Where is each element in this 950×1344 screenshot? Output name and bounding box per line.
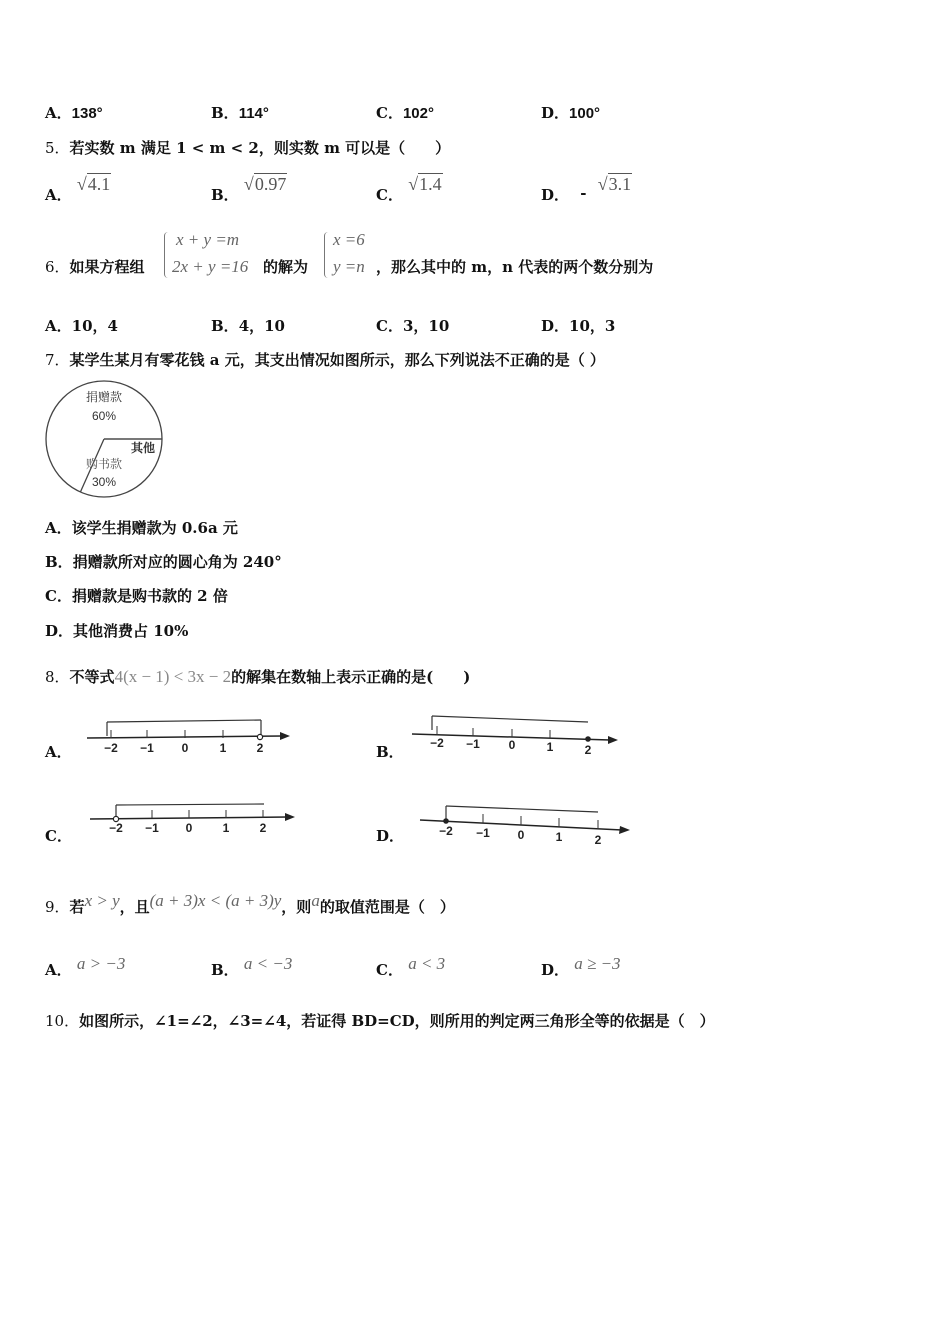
svg-text:−2: −2 xyxy=(430,736,444,750)
q9-math-3: a xyxy=(311,891,320,910)
svg-text:−1: −1 xyxy=(145,821,159,835)
q6-number-text: 6．如果方程组 xyxy=(45,258,145,276)
q5-stem: 5．若实数 m 满足 1 < m < 2，则实数 m 可以是（ ） xyxy=(45,139,451,157)
system2-eq2: y =n xyxy=(333,257,365,276)
q6-system-1 xyxy=(160,228,260,282)
q7-option-b: B．捐赠款所对应的圆心角为 240° xyxy=(45,553,282,571)
q7-option-a: A．该学生捐赠款为 0.6a 元 xyxy=(45,519,238,537)
arrow-icon xyxy=(608,736,618,744)
q6-system-2 xyxy=(320,228,380,282)
sqrt-symbol: √1.4 xyxy=(408,174,442,194)
q7-pie-chart xyxy=(45,380,170,500)
svg-text:0: 0 xyxy=(181,741,189,755)
q8-option-b-numberline xyxy=(410,712,640,762)
q7-option-d: D．其他消费占 10% xyxy=(45,622,189,640)
q8-option-d-numberline xyxy=(418,802,648,852)
svg-text:1: 1 xyxy=(219,741,227,755)
svg-text:−1: −1 xyxy=(466,737,480,751)
q6-option-a: A．10，4 xyxy=(45,317,118,335)
svg-text:0: 0 xyxy=(517,828,525,842)
svg-text:−1: −1 xyxy=(140,741,154,755)
q8-option-c-numberline xyxy=(88,800,308,844)
brace-icon xyxy=(164,232,171,278)
q8-stem: 8．不等式4(x − 1) < 3x − 2的解集在数轴上表示正确的是( ) xyxy=(45,667,471,686)
q9-math-1: x > y xyxy=(84,891,120,910)
svg-text:0: 0 xyxy=(508,738,516,752)
arrow-icon xyxy=(280,732,290,740)
q5-option-c: C． √1.4 xyxy=(376,174,442,204)
q5-option-b: B． √0.97 xyxy=(211,174,287,204)
svg-text:2: 2 xyxy=(259,821,267,835)
q6-option-b: B．4，10 xyxy=(211,317,285,335)
pie-label-donation: 捐赠款 xyxy=(85,390,123,404)
q4-option-a: A．138° xyxy=(45,104,103,122)
sqrt-symbol: √4.1 xyxy=(76,174,111,194)
q4-option-d: D．100° xyxy=(541,104,601,122)
svg-text:2: 2 xyxy=(584,743,592,757)
svg-text:0: 0 xyxy=(185,821,193,835)
q10-stem: 10．如图所示，∠1=∠2，∠3=∠4，若证得 BD=CD，则所用的判定两三角形全等的依据是（ ） xyxy=(45,1012,715,1030)
svg-text:1: 1 xyxy=(555,830,563,844)
svg-text:2: 2 xyxy=(256,741,264,755)
q7-stem: 7．某学生某月有零花钱 a 元，其支出情况如图所示，那么下列说法不正确的是（ ） xyxy=(45,351,605,369)
brace-icon xyxy=(324,232,331,278)
q8-option-a-label: A． xyxy=(45,743,72,761)
svg-text:2: 2 xyxy=(594,833,602,847)
pie-label-other: 其他 xyxy=(130,441,156,455)
pie-value-books: 30% xyxy=(91,475,117,489)
open-endpoint xyxy=(257,734,262,739)
q6-middle-text: 的解为 xyxy=(263,258,309,276)
sqrt-symbol: √0.97 xyxy=(243,174,287,194)
q6-option-c: C．3，10 xyxy=(376,317,450,335)
q4-option-b: B．114° xyxy=(211,104,269,122)
svg-text:−2: −2 xyxy=(109,821,123,835)
q8-inequality: 4(x − 1) < 3x − 2 xyxy=(114,667,232,686)
q8-option-c-label: C． xyxy=(45,827,72,845)
q8-option-b-label: B． xyxy=(376,743,404,761)
q9-stem: 9．若x > y，且(a + 3)x < (a + 3)y，则a的取值范围是（ ） xyxy=(45,891,455,916)
pie-label-books: 购书款 xyxy=(85,457,123,471)
q5-option-d: D． - √3.1 xyxy=(541,174,632,204)
sqrt-symbol: √3.1 xyxy=(597,174,632,194)
svg-text:−2: −2 xyxy=(439,824,453,838)
closed-endpoint xyxy=(443,818,449,824)
arrow-icon xyxy=(619,826,630,834)
q9-math-2: (a + 3)x < (a + 3)y xyxy=(149,891,282,910)
q9-option-b: B． a < −3 xyxy=(211,954,293,979)
system2-eq1: x =6 xyxy=(333,230,365,249)
q6-option-d: D．10，3 xyxy=(541,317,616,335)
q5-option-a: A． √4.1 xyxy=(45,174,111,204)
system1-eq2: 2x + y =16 xyxy=(172,257,249,276)
q9-option-d: D． a ≥ −3 xyxy=(541,954,621,979)
pie-value-donation: 60% xyxy=(91,409,117,423)
q9-option-c: C． a < 3 xyxy=(376,954,446,979)
q9-option-a: A． a > −3 xyxy=(45,954,126,979)
q4-option-c: C．102° xyxy=(376,104,434,122)
svg-text:1: 1 xyxy=(546,740,554,754)
q6-after-text: ，那么其中的 m，n 代表的两个数分别为 xyxy=(376,258,654,276)
svg-text:−2: −2 xyxy=(104,741,118,755)
closed-endpoint xyxy=(585,736,591,742)
q8-option-d-label: D． xyxy=(376,827,405,845)
arrow-icon xyxy=(285,813,295,821)
system1-eq1: x + y =m xyxy=(176,230,240,249)
svg-text:1: 1 xyxy=(222,821,230,835)
svg-text:−1: −1 xyxy=(476,826,490,840)
q8-option-a-numberline xyxy=(85,716,295,760)
q7-option-c: C．捐赠款是购书款的 2 倍 xyxy=(45,587,228,605)
